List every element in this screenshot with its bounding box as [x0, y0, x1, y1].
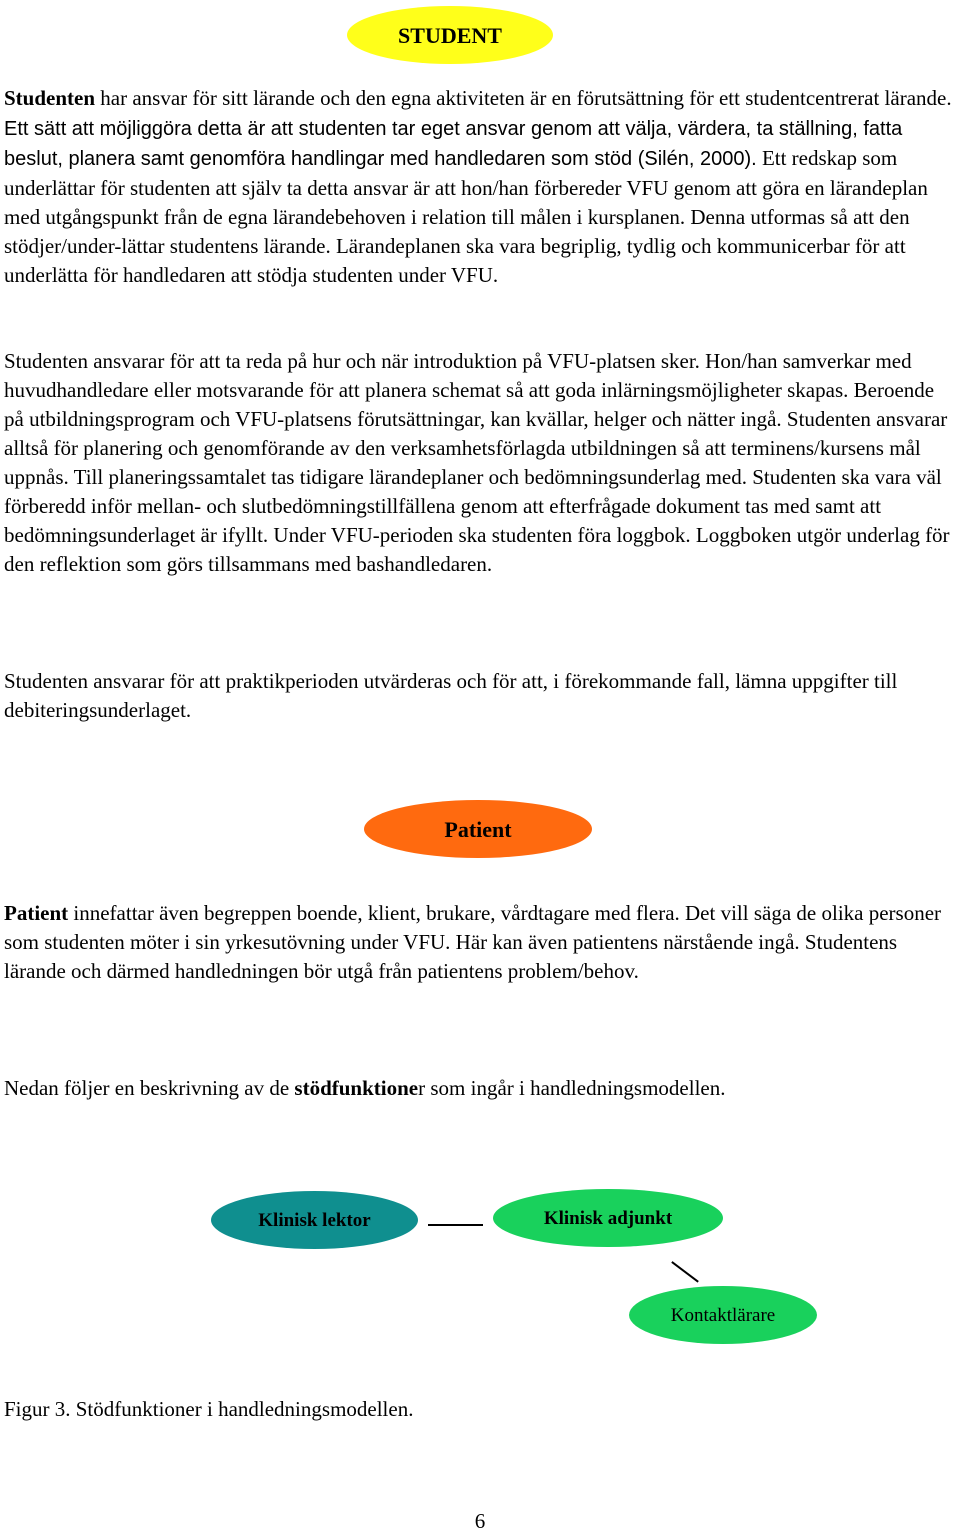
connector-lektor-adjunkt: [428, 1224, 483, 1226]
klinisk-lektor-node: [211, 1191, 418, 1249]
student-heading-oval: [347, 6, 553, 64]
patient-heading-oval: [364, 800, 592, 858]
student-paragraph-2: Studenten ansvarar för att ta reda på hur och när introduktion på VFU-platsen sker. Hon/han samverkar med huvudhandledare eller motsvarande för att planera schemat så att goda inlärningsmöjligheter skapas. Beroende på utbildningsprogram och VFU-platsens förutsättningar, kan kvällar, helger och nätter ingå. Studenten ansvarar alltså för planering och genomförande av den verksamhetsförlagda utbildningen så att terminens/kursens mål uppnås. Till planeringssamtalet tas tidigare lärandeplaner och bedömningsunderlag med. Studenten ska vara väl förberedd inför mellan- och slutbedömningstillfällena genom att efterfrågade dokument tas med samt att bedömningsunderlaget är ifyllt. Under VFU-perioden ska studenten föra loggbok. Loggboken utgör underlag för den reflektion som görs tillsammans med bashandledaren.: [4, 349, 950, 576]
student-p1-part1: har ansvar för sitt lärande och den egna aktiviteten är en förutsättning för ett studentcentrerat lärande.: [95, 86, 952, 110]
klinisk-adjunkt-label: Klinisk adjunkt: [543, 1207, 673, 1229]
patient-paragraph-rest: innefattar även begreppen boende, klient, brukare, vårdtagare med flera. Det vill säga de olika personer som studenten möter i sin yrkesutövning under VFU. Här kan även patientens närstående ingå. Studentens lärande och därmed handledningen bör utgå från patientens problem/behov.: [4, 901, 942, 983]
student-paragraph-3: Studenten ansvarar för att praktikperioden utvärderas och för att, i förekommande fall, lämna uppgifter till debiteringsunderlaget.: [4, 669, 898, 722]
patient-paragraph: [4, 899, 956, 986]
student-heading: STUDENT: [398, 22, 502, 48]
kontaktlarare-node: [629, 1286, 817, 1344]
student-lead: Studenten: [4, 86, 96, 110]
patient-lead: Patient: [4, 901, 69, 925]
klinisk-lektor-label: Klinisk lektor: [258, 1209, 371, 1231]
klinisk-adjunkt-node: [493, 1189, 723, 1247]
intro-after: r som ingår i handledningsmodellen.: [418, 1076, 726, 1100]
support-functions-intro: [4, 1074, 956, 1103]
intro-bold: stödfunktione: [294, 1076, 419, 1100]
kontaktlarare-label: Kontaktlärare: [670, 1304, 776, 1326]
page-number: 6: [474, 1509, 486, 1533]
student-paragraph-1: [4, 84, 956, 290]
intro-before: Nedan följer en beskrivning av de: [4, 1076, 295, 1100]
patient-heading: Patient: [444, 816, 512, 842]
student-p1-part2: Ett sätt att möjliggöra detta är att studenten tar eget ansvar genom att välja, värdera, ta ställning, fatta beslut, planera samt genomföra handlingar med handledaren som stöd (Silén, 2000).: [4, 118, 903, 170]
connector-adjunkt-kontakt: [672, 1261, 699, 1282]
figure-caption: Figur 3. Stödfunktioner i handledningsmodellen.: [4, 1397, 414, 1421]
student-p1-part3: Ett redskap som underlättar för studenten att själv ta detta ansvar är att hon/han förbereder VFU genom att göra en lärandeplan med utgångspunkt från de egna lärandebehoven i relation till målen i kursplanen. Denna utformas så att den stödjer/under-lättar studentens lärande. Lärandeplanen ska vara begriplig, tydlig och kommunicerbar för att underlätta för handledaren att stödja studenten under VFU.: [4, 146, 928, 287]
